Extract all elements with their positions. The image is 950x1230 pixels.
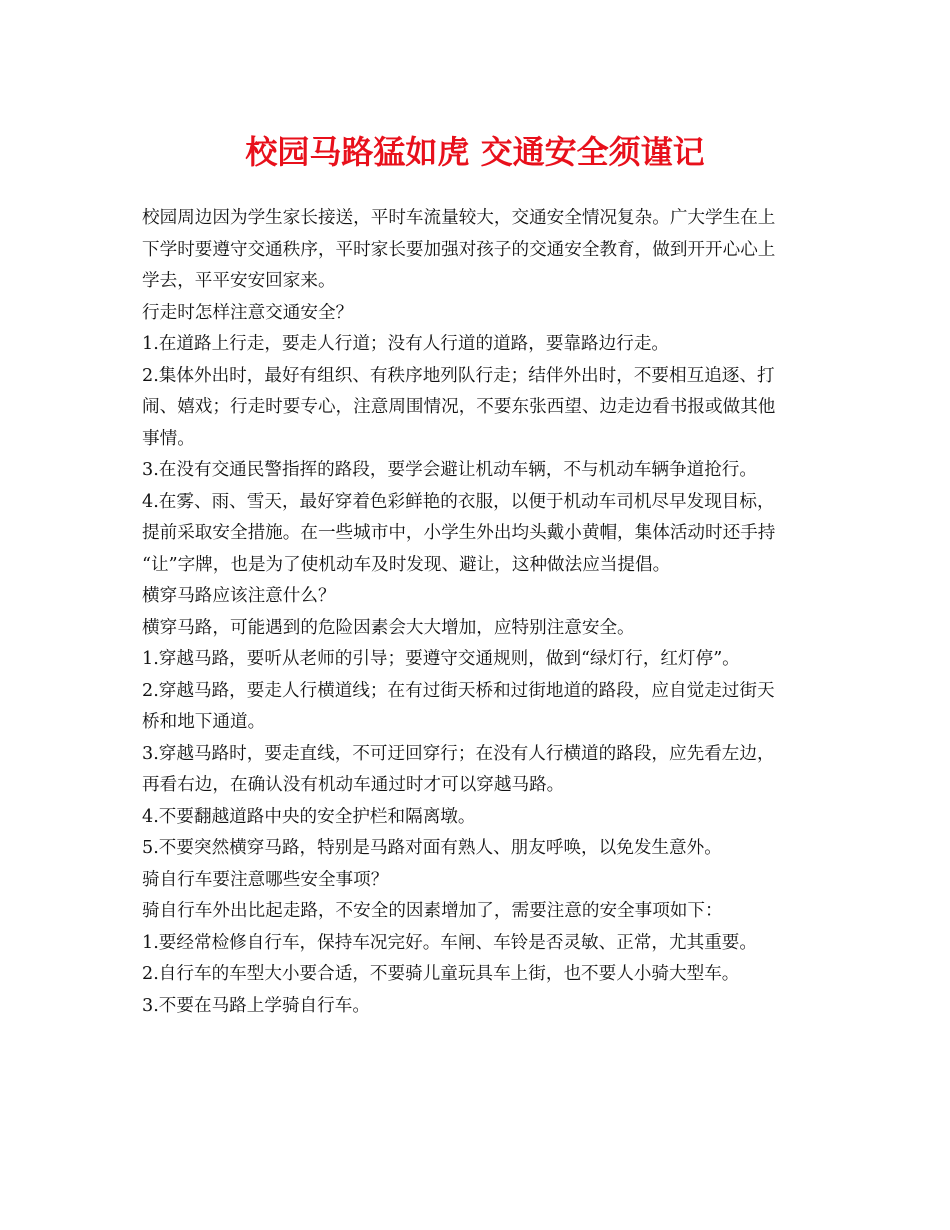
paragraph-line: 下学时要遵守交通秩序，平时家长要加强对孩子的交通安全教育，做到开开心心上: [142, 239, 776, 260]
document-body: [142, 203, 814, 1022]
list-item-continuation: 提前采取安全措施。在一些城市中，小学生外出均头戴小黄帽，集体活动时还手持: [142, 523, 776, 543]
section-heading: 横穿马路应该注意什么？: [142, 586, 336, 606]
list-item: 3.在没有交通民警指挥的路段，要学会避让机动车辆，不与机动车辆争道抢行。: [142, 460, 757, 480]
section-heading: 行走时怎样注意交通安全？: [142, 302, 354, 323]
list-item: 1.穿越马路，要听从老师的引导；要遵守交通规则，做到“绿灯行，红灯停”。: [142, 649, 740, 669]
list-item: 2.集体外出时，最好有组织、有秩序地列队行走；结伴外出时，不要相互追逐、打: [142, 365, 775, 386]
document-title: 校园马路猛如虎 交通安全须谨记: [245, 133, 705, 171]
list-item: 4.在雾、雨、雪天，最好穿着色彩鲜艳的衣服，以便于机动车司机尽早发现目标，: [142, 491, 775, 512]
list-item: 5.不要突然横穿马路，特别是马路对面有熟人、朋友呼唤，以免发生意外。: [142, 838, 722, 858]
paragraph-line: 横穿马路，可能遇到的危险因素会大大增加，应特别注意安全。: [142, 617, 635, 638]
list-item: 1.要经常检修自行车，保持车况完好。车闸、车铃是否灵敏、正常，尤其重要。: [142, 932, 757, 953]
list-item-continuation: 桥和地下通道。: [142, 712, 266, 732]
list-item: 1.在道路上行走，要走人行道；没有人行道的道路，要靠路边行走。: [142, 334, 670, 354]
paragraph-line: 骑自行车外出比起走路，不安全的因素增加了，需要注意的安全事项如下：: [142, 901, 723, 921]
section-heading: 骑自行车要注意哪些安全事项？: [142, 869, 389, 890]
paragraph-line: 校园周边因为学生家长接送，平时车流量较大，交通安全情况复杂。广大学生在上: [142, 208, 776, 228]
list-item: 2.穿越马路，要走人行横道线；在有过街天桥和过街地道的路段，应自觉走过街天: [142, 680, 775, 701]
list-item-continuation: 事情。: [142, 428, 195, 449]
paragraph-line: 学去，平平安安回家来。: [142, 271, 336, 291]
list-item: 2.自行车的车型大小要合适，不要骑儿童玩具车上街，也不要人小骑大型车。: [142, 964, 740, 984]
list-item-continuation: “让”字牌，也是为了使机动车及时发现、避让，这种做法应当提倡。: [142, 554, 671, 575]
list-item: 3.不要在马路上学骑自行车。: [142, 995, 370, 1016]
list-item-continuation: 再看右边，在确认没有机动车通过时才可以穿越马路。: [142, 775, 565, 795]
list-item-continuation: 闹、嬉戏；行走时要专心，注意周围情况，不要东张西望、边走边看书报或做其他: [142, 397, 776, 417]
list-item: 3.穿越马路时，要走直线，不可迂回穿行；在没有人行横道的路段，应先看左边，: [142, 743, 775, 764]
list-item: 4.不要翻越道路中央的安全护栏和隔离墩。: [142, 806, 476, 827]
